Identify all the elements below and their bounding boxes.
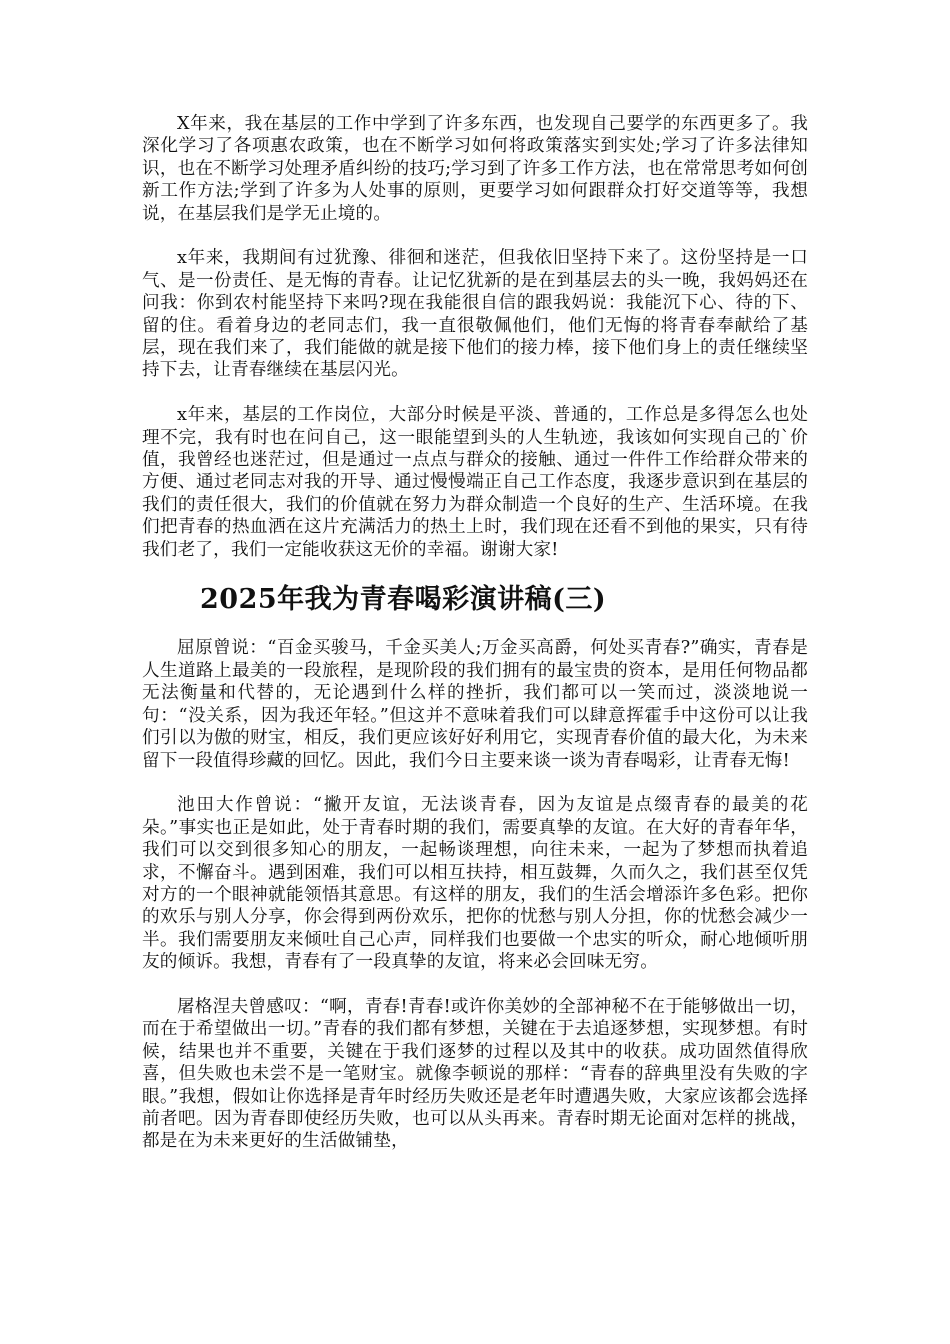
section-paragraph-3: 屠格涅夫曾感叹：“啊，青春!青春!或许你美妙的全部神秘不在于能够做出一切，而在于希望做出一切。”青春的我们都有梦想，关键在于去追逐梦想，实现梦想。有时候，结果也并不重要，关键在于我们逐梦的过程以及其中的收获。成功固然值得欣喜，但失败也未尝不是一笔财宝。就像李顿说的那样：“青春的辞典里没有失败的字眼。”我想，假如让你选择是青年时经历失败还是老年时遭遇失败，大家应该都会选择前者吧。因为青春即使经历失败，也可以从头再来。青春时期无论面对怎样的挑战，都是在为未来更好的生活做铺垫，	[142, 996, 808, 1152]
section-title: 2025年我为青春喝彩演讲稿(三)	[200, 584, 607, 616]
document-page	[142, 113, 808, 1175]
intro-paragraph-3: x年来，基层的工作岗位，大部分时候是平淡、普通的，工作总是多得怎么也处理不完，我有时也在问自己，这一眼能望到头的人生轨迹，我该如何实现自己的`价值，我曾经也迷茫过，但是通过一点点与群众的接触、通过一件件工作给群众带来的方便、通过老同志对我的开导、通过慢慢端正自己工作态度，我逐步意识到在基层的我们的责任很大，我们的价值就在努力为群众制造一个良好的生产、生活环境。在我们把青春的热血洒在这片充满活力的热土上时，我们现在还看不到他的果实，只有待我们老了，我们一定能收获这无价的幸福。谢谢大家!	[142, 405, 808, 560]
intro-paragraph-1: X年来，我在基层的工作中学到了许多东西，也发现自己要学的东西更多了。我深化学习了各项惠农政策，也在不断学习如何将政策落实到实处;学习了许多法律知识，也在不断学习处理矛盾纠纷的技巧;学习到了许多工作方法，也在常常思考如何创新工作方法;学到了许多为人处事的原则，更要学习如何跟群众打好交道等等，我想说，在基层我们是学无止境的。	[142, 114, 808, 224]
intro-paragraph-2: x年来，我期间有过犹豫、徘徊和迷茫，但我依旧坚持下来了。这份坚持是一口气、是一份责任、是无悔的青春。让记忆犹新的是在到基层去的头一晚，我妈妈还在问我：你到农村能坚持下来吗?现在我能很自信的跟我妈说：我能沉下心、待的下、留的住。看着身边的老同志们，我一直很敬佩他们，他们无悔的将青春奉献给了基层，现在我们来了，我们能做的就是接下他们的接力棒，接下他们身上的责任继续坚持下去，让青春继续在基层闪光。	[142, 248, 808, 381]
section-paragraph-2: 池田大作曾说：“撇开友谊，无法谈青春，因为友谊是点缀青春的最美的花朵。”事实也正是如此，处于青春时期的我们，需要真挚的友谊。在大好的青春年华，我们可以交到很多知心的朋友，一起畅谈理想，向往未来，一起为了梦想而执着追求，不懈奋斗。遇到困难，我们可以相互扶持，相互鼓舞，久而久之，我们甚至仅凭对方的一个眼神就能领悟其意思。有这样的朋友，我们的生活会增添许多色彩。把你的欢乐与别人分享，你会得到两份欢乐，把你的忧愁与别人分担，你的忧愁会减少一半。我们需要朋友来倾吐自己心声，同样我们也要做一个忠实的听众，耐心地倾听朋友的倾诉。我想，青春有了一段真挚的友谊，将来必会回味无穷。	[142, 795, 808, 973]
section-paragraph-1: 屈原曾说：“百金买骏马，千金买美人;万金买高爵，何处买青春?”确实，青春是人生道路上最美的一段旅程，是现阶段的我们拥有的最宝贵的资本，是用任何物品都无法衡量和代替的，无论遇到什么样的挫折，我们都可以一笑而过，淡淡地说一句：“没关系，因为我还年轻。”但这并不意味着我们可以肆意挥霍手中这份可以让我们引以为傲的财宝，相反，我们更应该好好利用它，实现青春价值的最大化，为未来留下一段值得珍藏的回忆。因此，我们今日主要来谈一谈为青春喝彩，让青春无悔!	[142, 638, 808, 771]
